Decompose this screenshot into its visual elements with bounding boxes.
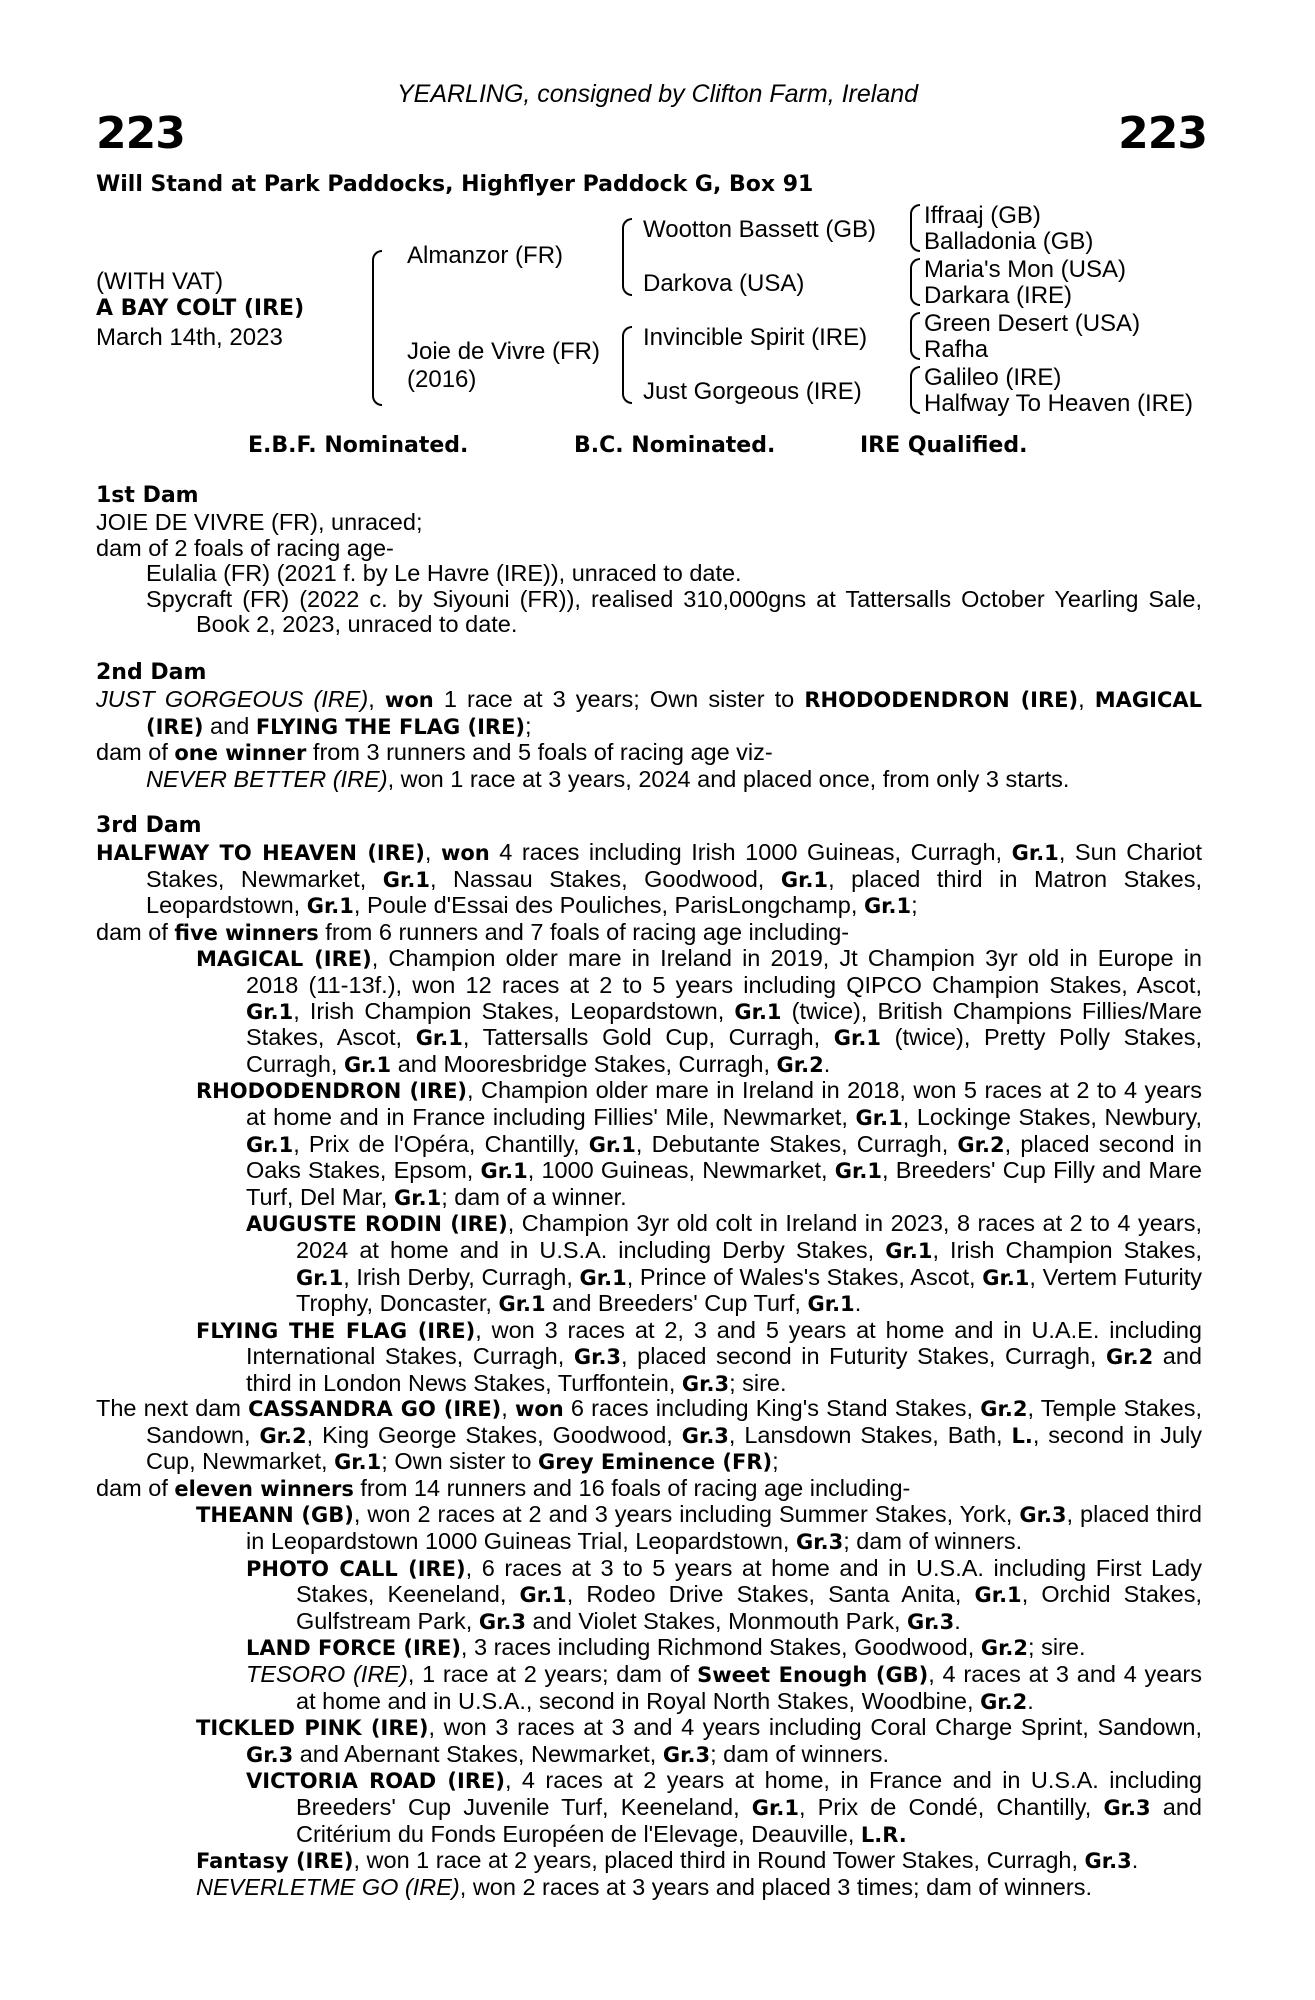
next-dam-produce-summary: dam of eleven winners from 14 runners and 16 foals of racing age including- (96, 1474, 911, 1501)
first-dam-section (96, 510, 1202, 638)
bc-nomination: B.C. Nominated. (574, 433, 776, 458)
third-dam-produce-summary: dam of five winners from 6 runners and 7 foals of racing age including- (96, 918, 850, 945)
produce-entry: Spycraft (FR) (2022 c. by Siyouni (FR)), realised 310,000gns at Tattersalls October Yearling Sale, Book 2, 2023, unraced to date. (146, 585, 1202, 638)
produce-entry-magical: MAGICAL (IRE), Champion older mare in Ireland in 2019, Jt Champion 3yr old in Europe in 2018 (11-13f.), won 12 races at 2 to 5 years including QIPCO Champion Stakes, Ascot, Gr.1, Irish Champion Stakes, Leopardstown, Gr.1 (twice), British Champions Fillies/Mare Stakes, Ascot, Gr.1, Tattersalls Gold Cup, Curragh, Gr.1 (twice), Pretty Polly Stakes, Curragh, Gr.1 and Mooresbridge Stakes, Curragh, Gr.2. (196, 945, 1203, 1077)
produce-entry-theann: THEANN (GB), won 2 races at 2 and 3 years including Summer Stakes, York, Gr.3, placed third in Leopardstown 1000 Guineas Trial, Leopardstown, Gr.3; dam of winners. (196, 1501, 1202, 1554)
produce-entry: NEVER BETTER (IRE), won 1 race at 3 years, 2024 and placed once, from only 3 starts. (146, 765, 1070, 792)
pedigree-ssd: Balladonia (GB) (924, 228, 1094, 255)
vat-note: (WITH VAT) (96, 268, 224, 295)
first-dam-line: JOIE DE VIVRE (FR), unraced; (96, 509, 423, 535)
pedigree-brace-g2 (910, 258, 920, 306)
produce-entry-fantasy: Fantasy (IRE), won 1 race at 2 years, placed third in Round Tower Stakes, Curragh, Gr.3. (196, 1847, 1139, 1874)
second-dam-produce-summary: dam of one winner from 3 runners and 5 foals of racing age viz- (96, 739, 773, 766)
pedigree-brace-dam (622, 326, 632, 404)
horse-name: A BAY COLT (IRE) (96, 296, 305, 321)
pedigree-sire-dam: Darkova (USA) (643, 270, 805, 297)
pedigree-brace-g3 (910, 312, 920, 360)
ebf-nomination: E.B.F. Nominated. (248, 433, 469, 458)
produce-entry-flying-the-flag: FLYING THE FLAG (IRE), won 3 races at 2, 3 and 5 years at home and in U.A.E. including International Stakes, Curragh, Gr.3, placed second in Futurity Stakes, Curragh, Gr.2 and third in London News Stakes, Turffontein, Gr.3; sire. (196, 1316, 1202, 1396)
second-dam-heading: 2nd Dam (96, 660, 207, 685)
next-dam-section (96, 1396, 1202, 1900)
stand-location: Will Stand at Park Paddocks, Highflyer Paddock G, Box 91 (96, 172, 814, 197)
pedigree-dam-sire: Invincible Spirit (IRE) (643, 324, 868, 351)
second-dam-section (96, 687, 1202, 792)
produce-entry-tesoro: TESORO (IRE), 1 race at 2 years; dam of Sweet Enough (GB), 4 races at 3 and 4 years at home and in U.S.A., second in Royal North Stakes, Woodbine, Gr.2. (246, 1660, 1202, 1714)
produce-entry-tickled-pink: TICKLED PINK (IRE), won 3 races at 3 and 4 years including Coral Charge Sprint, Sandown, Gr.3 and Abernant Stakes, Newmarket, Gr.3; dam of winners. (196, 1714, 1202, 1767)
pedigree-ddd: Halfway To Heaven (IRE) (924, 390, 1193, 417)
third-dam-section (96, 840, 1202, 1397)
pedigree-brace-main (372, 250, 382, 406)
lot-number-right: 223 (1118, 108, 1207, 159)
third-dam-heading: 3rd Dam (96, 813, 202, 838)
produce-entry-land-force: LAND FORCE (IRE), 3 races including Richmond Stakes, Goodwood, Gr.2; sire. (246, 1634, 1086, 1661)
pedigree-brace-g1 (910, 204, 920, 252)
pedigree-sds: Maria's Mon (USA) (924, 256, 1126, 283)
pedigree-dam-dam: Just Gorgeous (IRE) (643, 378, 862, 405)
lot-number-left: 223 (96, 108, 185, 159)
pedigree-dds: Galileo (IRE) (924, 364, 1062, 391)
pedigree-sire-sire: Wootton Bassett (GB) (643, 216, 876, 243)
produce-entry-rhododendron: RHODODENDRON (IRE), Champion older mare in Ireland in 2018, won 5 races at 2 to 4 years at home and in France including Fillies' Mile, Newmarket, Gr.1, Lockinge Stakes, Newbury, Gr.1, Prix de l'Opéra, Chantilly, Gr.1, Debutante Stakes, Curragh, Gr.2, placed second in Oaks Stakes, Epsom, Gr.1, 1000 Guineas, Newmarket, Gr.1, Breeders' Cup Filly and Mare Turf, Del Mar, Gr.1; dam of a winner. (196, 1077, 1202, 1210)
pedigree-dss: Green Desert (USA) (924, 310, 1141, 337)
pedigree-brace-g4 (910, 366, 920, 414)
pedigree-dam: Joie de Vivre (FR) (407, 338, 600, 365)
second-dam-entry: JUST GORGEOUS (IRE), won 1 race at 3 years; Own sister to RHODODENDRON (IRE), MAGICAL (IRE) and FLYING THE FLAG (IRE); (96, 686, 1203, 739)
produce-entry-photo-call: PHOTO CALL (IRE), 6 races at 3 to 5 years at home and in U.S.A. including First Lady Stakes, Keeneland, Gr.1, Rodeo Drive Stakes, Santa Anita, Gr.1, Orchid Stakes, Gulfstream Park, Gr.3 and Violet Stakes, Monmouth Park, Gr.3. (246, 1554, 1202, 1634)
first-dam-heading: 1st Dam (96, 483, 199, 508)
catalogue-subtitle: YEARLING, consigned by Clifton Farm, Ireland (396, 80, 919, 108)
pedigree-sire: Almanzor (FR) (407, 242, 564, 269)
pedigree-brace-sire (622, 218, 632, 296)
third-dam-entry: HALFWAY TO HEAVEN (IRE), won 4 races including Irish 1000 Guineas, Curragh, Gr.1, Sun Chariot Stakes, Newmarket, Gr.1, Nassau Stakes, Goodwood, Gr.1, placed third in Matron Stakes, Leopardstown, Gr.1, Poule d'Essai des Pouliches, ParisLongchamp, Gr.1; (96, 839, 1203, 919)
produce-entry-neverletme-go: NEVERLETME GO (IRE), won 2 races at 3 years and placed 3 times; dam of winners. (196, 1873, 1092, 1900)
produce-entry: Eulalia (FR) (2021 f. by Le Havre (IRE)), unraced to date. (146, 560, 742, 587)
pedigree-dam-year: (2016) (407, 366, 477, 393)
pedigree-dsd: Rafha (924, 336, 989, 363)
pedigree-sdd: Darkara (IRE) (924, 282, 1073, 309)
produce-entry-victoria-road: VICTORIA ROAD (IRE), 4 races at 2 years at home, in France and in U.S.A. including Breeders' Cup Juvenile Turf, Keeneland, Gr.1, Prix de Condé, Chantilly, Gr.3 and Critérium du Fonds Européen de l'Elevage, Deauville, L.R. (246, 1767, 1202, 1847)
first-dam-line: dam of 2 foals of racing age- (96, 534, 394, 561)
ire-qualification: IRE Qualified. (860, 433, 1028, 458)
produce-entry-auguste-rodin: AUGUSTE RODIN (IRE), Champion 3yr old colt in Ireland in 2023, 8 races at 2 to 4 years, 2024 at home and in U.S.A. including Derby Stakes, Gr.1, Irish Champion Stakes, Gr.1, Irish Derby, Curragh, Gr.1, Prince of Wales's Stakes, Ascot, Gr.1, Vertem Futurity Trophy, Doncaster, Gr.1 and Breeders' Cup Turf, Gr.1. (246, 1210, 1203, 1317)
next-dam-entry: The next dam CASSANDRA GO (IRE), won 6 races including King's Stand Stakes, Gr.2, Temple Stakes, Sandown, Gr.2, King George Stakes, Goodwood, Gr.3, Lansdown Stakes, Bath, L., second in July Cup, Newmarket, Gr.1; Own sister to Grey Eminence (FR); (96, 1395, 1203, 1475)
foaling-date: March 14th, 2023 (96, 324, 283, 351)
pedigree-sss: Iffraaj (GB) (924, 202, 1041, 229)
